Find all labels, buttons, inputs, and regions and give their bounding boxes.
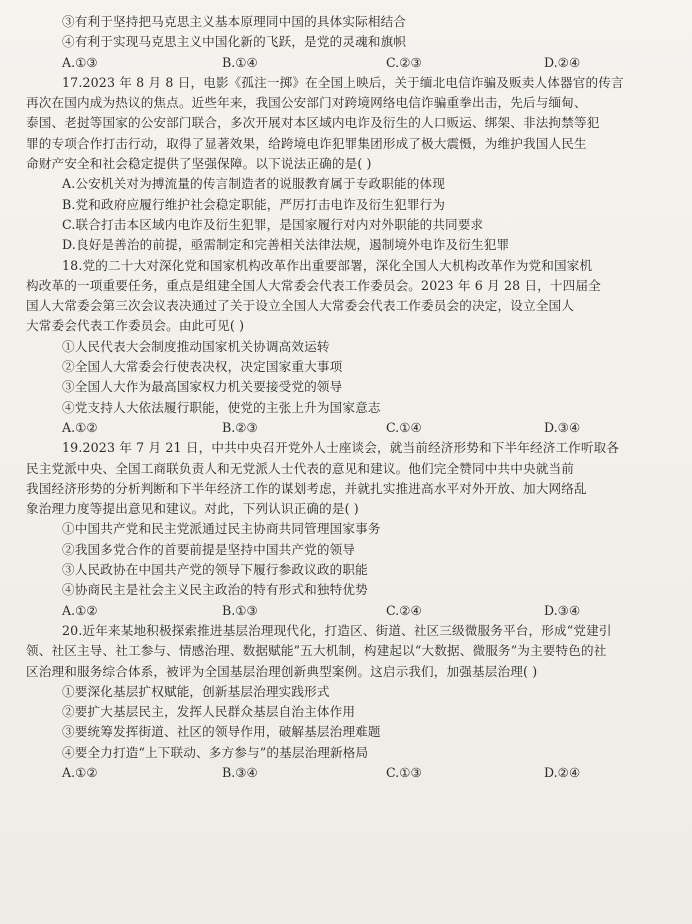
q17-option-c: C.联合打击本区域内电诈及衍生犯罪，是国家履行对内对外职能的共同要求 (62, 216, 484, 232)
q18-stem-line: 大常委会代表工作委员会。由此可见( ) (26, 318, 245, 334)
q20-option-3: ③要统筹发挥街道、社区的领导作用，破解基层治理难题 (62, 724, 381, 740)
q18-option-4: ④党支持人大依法履行职能，使党的主张上升为国家意志 (62, 399, 381, 415)
question-17 (26, 73, 666, 256)
q19-choice-b: B.①③ (222, 602, 258, 618)
q17-stem-line: 命财产安全和社会稳定提供了坚强保障。以下说法正确的是( ) (26, 156, 372, 172)
q19-stem-line: 民主党派中央、全国工商联负责人和无党派人士代表的意见和建议。他们完全赞同中共中央就当前 (26, 460, 574, 476)
q19-stem-line: 我国经济形势的分析判断和下半年经济工作的谋划考虑，并就扎实推进高水平对外开放、加大网络乱 (26, 480, 587, 496)
q19-option-3: ③人民政协在中国共产党的领导下履行参政议政的职能 (62, 562, 368, 578)
question-20 (26, 621, 666, 783)
q20-option-2: ②要扩大基层民主，发挥人民群众基层自治主体作用 (62, 704, 356, 720)
q18-stem-line: 构改革的一项重要任务，重点是组建全国人大常委会代表工作委员会。2023 年 6 月 28 日，十四届全 (26, 277, 601, 293)
q18-option-3: ③全国人大作为最高国家权力机关要接受党的领导 (62, 379, 343, 395)
question-18 (26, 256, 666, 439)
q19-stem-line: 象治理力度等提出意见和建议。对此，下列认识正确的是( ) (26, 501, 359, 517)
q19-choices (26, 601, 666, 621)
q20-choice-d: D.②④ (544, 764, 581, 780)
q20-stem-line: 领、社区主导、社工参与、情感治理、数据赋能”五大机制，构建起以“大数据、微服务”为主要特色的社 (26, 643, 607, 659)
q20-choice-c: C.①③ (386, 764, 422, 780)
q18-stem-line: 国人大常委会第三次会议表决通过了关于设立全国人大常委会代表工作委员会的决定，设立全国人 (26, 298, 574, 314)
q20-choice-a: A.①② (62, 764, 98, 780)
q17-option-b: B.党和政府应履行维护社会稳定职能，严厉打击电诈及衍生犯罪行为 (62, 196, 446, 212)
q17-stem-line: 罪的专项合作打击行动，取得了显著效果，给跨境电诈犯罪集团形成了极大震慑，为维护我国人民生 (26, 135, 587, 151)
q20-choice-b: B.③④ (222, 764, 258, 780)
q16-option-3: ③有利于坚持把马克思主义基本原理同中国的具体实际相结合 (62, 14, 407, 29)
q20-choices (26, 763, 666, 783)
q16-choice-a: A.①③ (62, 54, 98, 70)
q16-choice-c: C.②③ (386, 54, 422, 70)
q17-stem-line: 再次在国内成为热议的焦点。近些年来，我国公安部门对跨境网络电信诈骗重拳出击，先后与缅甸、 (26, 95, 587, 111)
q20-stem-line: 区治理和服务综合体系，被评为全国基层治理创新典型案例。这启示我们，加强基层治理( ) (26, 663, 538, 679)
q16-choices (26, 53, 666, 73)
q16-option-4: ④有利于实现马克思主义中国化新的飞跃，是党的灵魂和旗帜 (62, 34, 407, 50)
q20-option-1: ①要深化基层扩权赋能，创新基层治理实践形式 (62, 683, 330, 699)
q20-stem-line: 20.近年来某地积极探索推进基层治理现代化，打造区、街道、社区三级微服务平台，形成“党建引 (62, 622, 612, 638)
q18-choice-a: A.①② (62, 419, 98, 435)
q17-option-d: D.良好是善治的前提，亟需制定和完善相关法律法规，遏制境外电诈及衍生犯罪 (62, 237, 510, 253)
q19-option-4: ④协商民主是社会主义民主政治的特有形式和独特优势 (62, 582, 368, 598)
question-16-tail (26, 12, 666, 73)
q18-stem-line: 18.党的二十大对深化党和国家机构改革作出重要部署，深化全国人大机构改革作为党和国家机 (62, 257, 593, 273)
q18-choice-d: D.③④ (544, 419, 581, 435)
q19-choice-c: C.②④ (386, 602, 422, 618)
q18-option-1: ①人民代表大会制度推动国家机关协调高效运转 (62, 338, 330, 354)
q18-choice-c: C.①④ (386, 419, 422, 435)
q19-choice-a: A.①② (62, 602, 98, 618)
q18-choice-b: B.②③ (222, 419, 258, 435)
q19-stem-line: 19.2023 年 7 月 21 日，中共中央召开党外人士座谈会，就当前经济形势和下半年经济工作听取各 (62, 440, 620, 456)
q18-option-2: ②全国人大常委会行使表决权，决定国家重大事项 (62, 359, 343, 375)
q19-option-2: ②我国多党合作的首要前提是坚持中国共产党的领导 (62, 541, 356, 557)
q18-choices (26, 418, 666, 438)
q17-option-a: A.公安机关对为搏流量的传言制造者的说服教育属于专政职能的体现 (62, 176, 445, 192)
question-19 (26, 438, 666, 621)
q17-stem-line: 17.2023 年 8 月 8 日，电影《孤注一掷》在全国上映后，关于缅北电信诈骗及贩卖人体器官的传言 (62, 74, 624, 90)
q16-choice-d: D.②④ (544, 54, 581, 70)
q20-option-4: ④要全力打造“上下联动、多方参与”的基层治理新格局 (62, 744, 369, 760)
q19-choice-d: D.③④ (544, 602, 581, 618)
q19-option-1: ①中国共产党和民主党派通过民主协商共同管理国家事务 (62, 521, 381, 537)
q17-stem-line: 泰国、老挝等国家的公安部门联合，多次开展对本区域内电诈及衍生的人口贩运、绑架、非法拘禁等犯 (26, 115, 600, 131)
q16-choice-b: B.①④ (222, 54, 258, 70)
